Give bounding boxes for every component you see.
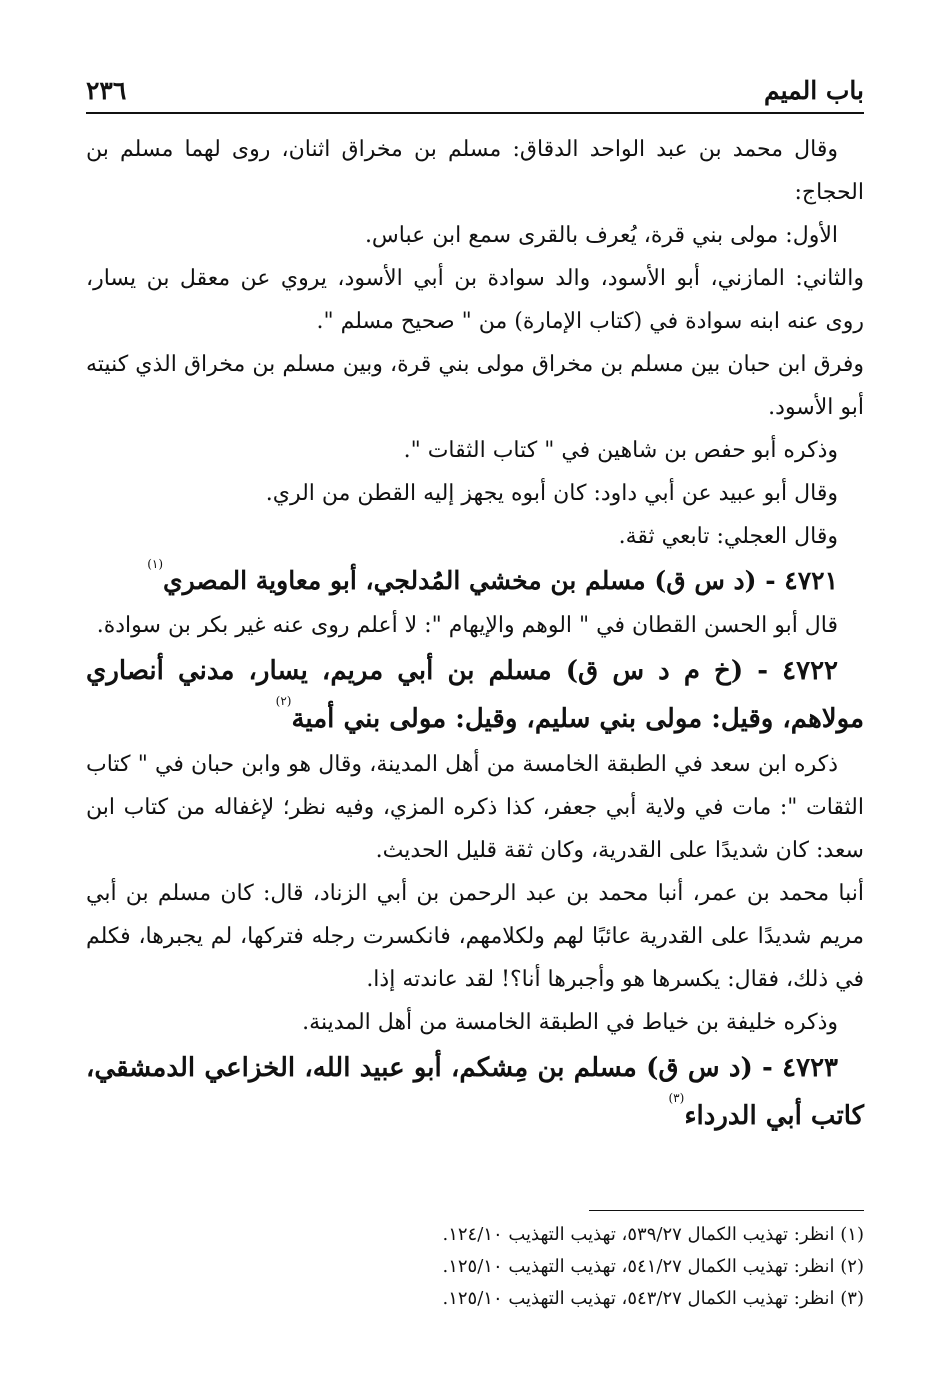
footnote-marker: (٣) xyxy=(668,1091,685,1105)
paragraph-text: وذكره أبو حفص بن شاهين في " كتاب الثقات ". xyxy=(403,438,838,463)
paragraph-text: والثاني: المازني، أبو الأسود، والد سوادة بن أبي الأسود، يروي عن معقل بن يسار، روى عنه ابنه سوادة في (كتاب الإمارة) من " صحيح مسلم ". xyxy=(86,266,864,334)
paragraph-text: وقال أبو عبيد عن أبي داود: كان أبوه يجهز إليه القطن من الري. xyxy=(265,481,838,506)
paragraph xyxy=(86,872,864,1001)
paragraph xyxy=(86,1001,864,1044)
footnote-marker: (٢) xyxy=(275,694,292,708)
footnote-marker: (١) xyxy=(147,557,164,571)
entry-heading xyxy=(86,1044,864,1140)
paragraph xyxy=(86,743,864,872)
paragraph-text: وذكره خليفة بن خياط في الطبقة الخامسة من أهل المدينة. xyxy=(302,1010,838,1035)
footnote-3: (٣) انظر: تهذيب الكمال ٥٤٣/٢٧، تهذيب التهذيب ١٢٥/١٠. xyxy=(442,1288,864,1309)
entry-heading-text: ٤٧٢١ - (د س ق) مسلم بن مخشي المُدلجي، أبو معاوية المصري xyxy=(163,566,838,595)
paragraph xyxy=(86,214,864,257)
entry-heading xyxy=(86,647,864,743)
paragraph xyxy=(86,515,864,558)
footnote-1: (١) انظر: تهذيب الكمال ٥٣٩/٢٧، تهذيب التهذيب ١٢٤/١٠. xyxy=(442,1224,864,1245)
entry-heading-text: ٤٧٢٣ - (د س ق) مسلم بن مِشكم، أبو عبيد الله، الخزاعي الدمشقي، كاتب أبي الدرداء xyxy=(86,1053,864,1131)
chapter-title: باب الميم xyxy=(763,76,864,105)
paragraph-text: قال أبو الحسن القطان في " الوهم والإيهام ": لا أعلم روى عنه غير بكر بن سوادة. xyxy=(96,613,838,638)
paragraph-text: أنبا محمد بن عمر، أنبا محمد بن عبد الرحمن بن أبي الزناد، قال: كان مسلم بن أبي مريم شديدًا على القدرية عائبًا لهم ولكلامهم، فانكسرت رجله فتركها، لم يجبرها، فكلم في ذلك، فقال: يكسرها هو وأجبرها أنا؟! لقد عاندته إذا. xyxy=(86,881,864,992)
entry-heading xyxy=(86,558,864,604)
running-header xyxy=(86,68,864,114)
paragraph xyxy=(86,429,864,472)
paragraph xyxy=(86,343,864,429)
paragraph xyxy=(86,257,864,343)
paragraph xyxy=(86,128,864,214)
footnote-divider xyxy=(589,1210,864,1211)
main-text xyxy=(86,128,864,1140)
paragraph-text: ذكره ابن سعد في الطبقة الخامسة من أهل المدينة، وقال هو وابن حبان في " كتاب الثقات ": مات في ولاية أبي جعفر، كذا ذكره المزي، وفيه نظر؛ لإغفاله من كتاب ابن سعد: كان شديدًا على القدرية، وكان ثقة قليل الحديث. xyxy=(86,752,864,863)
footnote-2: (٢) انظر: تهذيب الكمال ٥٤١/٢٧، تهذيب التهذيب ١٢٥/١٠. xyxy=(442,1256,864,1277)
paragraph-text: الأول: مولى بني قرة، يُعرف بالقرى سمع ابن عباس. xyxy=(364,223,838,248)
page-number: ٢٣٦ xyxy=(86,76,127,105)
paragraph-text: وقال محمد بن عبد الواحد الدقاق: مسلم بن مخراق اثنان، روى لهما مسلم بن الحجاج: xyxy=(86,137,864,205)
footnotes xyxy=(86,1210,864,1315)
entry-heading-text: ٤٧٢٢ - (خ م د س ق) مسلم بن أبي مريم، يسار، مدني أنصاري مولاهم، وقيل: مولى بني سليم، وقيل: مولى بني أمية xyxy=(86,656,864,734)
paragraph xyxy=(86,472,864,515)
paragraph xyxy=(86,604,864,647)
paragraph-text: وفرق ابن حبان بين مسلم بن مخراق مولى بني قرة، وبين مسلم بن مخراق الذي كنيته أبو الأسود. xyxy=(86,352,864,420)
paragraph-text: وقال العجلي: تابعي ثقة. xyxy=(618,524,838,549)
